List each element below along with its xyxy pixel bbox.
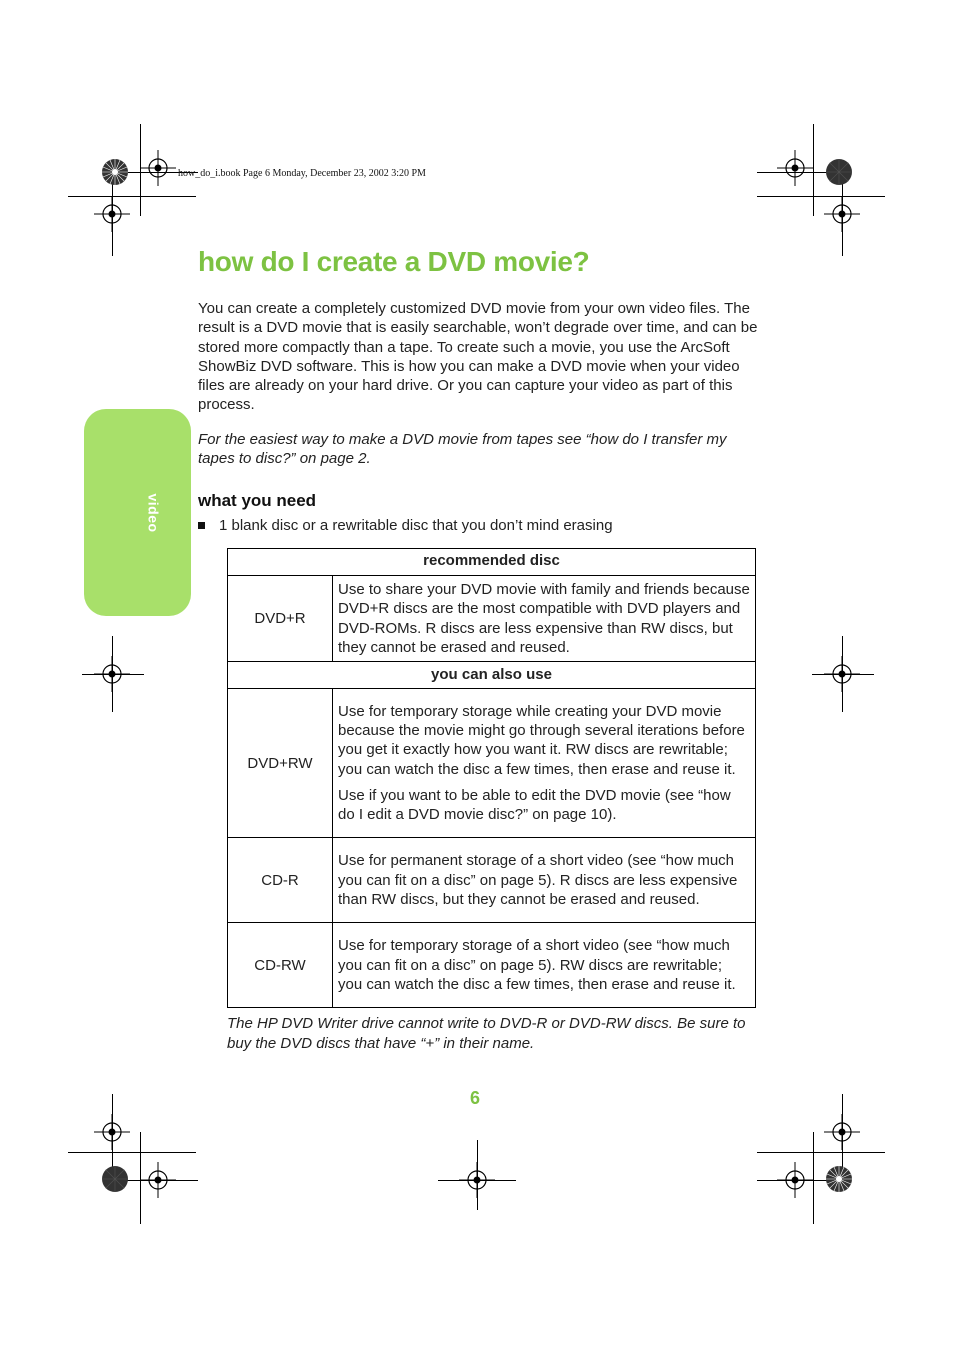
registration-mark-icon (824, 196, 860, 232)
bullet-text: 1 blank disc or a rewritable disc that you don’t mind erasing (219, 517, 613, 534)
section-heading: what you need (198, 491, 317, 510)
disc-description-text: Use for temporary storage while creating your DVD movie because the movie might go through several iterations before you get it exactly how you want it. RW discs are rewritable; you can watch the disc a few times, then erase and reuse it. (338, 702, 745, 778)
section-side-tab-label (145, 489, 170, 539)
disc-description (333, 923, 756, 1008)
registration-mark-icon (140, 150, 176, 186)
disc-description (333, 838, 756, 923)
registration-mark-icon (459, 1162, 495, 1198)
header-also-use: you can also use (228, 662, 756, 689)
table-row (228, 576, 756, 662)
table-row (228, 689, 756, 838)
header-recommended: recommended disc (228, 549, 756, 576)
footnote: The HP DVD Writer drive cannot write to DVD-R or DVD-RW discs. Be sure to buy the DVD discs that have “+” in their name. (227, 1015, 746, 1052)
disc-description-text: Use for permanent storage of a short video (see “how much you can fit on a disc” on page 5). R discs are less expensive than RW discs, but they cannot be erased and reused. (338, 852, 738, 908)
disc-description (333, 576, 756, 662)
disc-name: CD-R (228, 838, 333, 923)
starburst-dial-icon (825, 158, 853, 186)
disc-description-text: Use to share your DVD movie with family and friends because DVD+R discs are the most compatible with DVD players and DVD-ROMs. R discs are less expensive than RW discs, but they cannot be erased and reused. (338, 581, 750, 656)
table-header-row (228, 549, 756, 576)
requirement-bullet (198, 517, 613, 534)
table-row (228, 838, 756, 923)
bullet-square-icon (198, 522, 205, 529)
disc-table (227, 548, 756, 1008)
starburst-dial-icon (825, 1165, 853, 1193)
registration-mark-icon (140, 1162, 176, 1198)
section-side-tab (84, 409, 191, 616)
table-row (228, 923, 756, 1008)
registration-mark-icon (824, 656, 860, 692)
registration-mark-icon (94, 1114, 130, 1150)
disc-description-text: Use if you want to be able to edit the DVD movie (see “how do I edit a DVD movie disc?” on page 10). (338, 786, 731, 824)
disc-description (333, 689, 756, 838)
side-tab-text: video (145, 493, 162, 533)
starburst-dial-icon (101, 158, 129, 186)
registration-mark-icon (824, 1114, 860, 1150)
registration-mark-icon (777, 150, 813, 186)
disc-name: DVD+R (228, 576, 333, 662)
intro-paragraph: You can create a completely customized DVD movie from your own video files. The result is a DVD movie that is easily searchable, won’t degrade over time, and can be stored more compactly than a tape. To create such a movie, you use the ArcSoft ShowBiz DVD software. This is how you can make a DVD movie when your video files are already on your hard drive. Or you can capture your video as part of this process. (198, 300, 758, 414)
tip-paragraph: For the easiest way to make a DVD movie from tapes see “how do I transfer my tapes to disc?” on page 2. (198, 431, 727, 468)
disc-name: DVD+RW (228, 689, 333, 838)
registration-mark-icon (94, 196, 130, 232)
registration-mark-icon (94, 656, 130, 692)
disc-name: CD-RW (228, 923, 333, 1008)
registration-mark-icon (777, 1162, 813, 1198)
print-header-meta: how_do_i.book Page 6 Monday, December 23, 2002 3:20 PM (178, 168, 426, 179)
starburst-dial-icon (101, 1165, 129, 1193)
page-number: 6 (470, 1088, 481, 1108)
page-title: how do I create a DVD movie? (198, 246, 590, 277)
disc-description-text: Use for temporary storage of a short video (see “how much you can fit on a disc” on page 5). RW discs are rewritable; you can watch the disc a few times, then erase and reuse it. (338, 937, 736, 993)
table-header-row (228, 662, 756, 689)
